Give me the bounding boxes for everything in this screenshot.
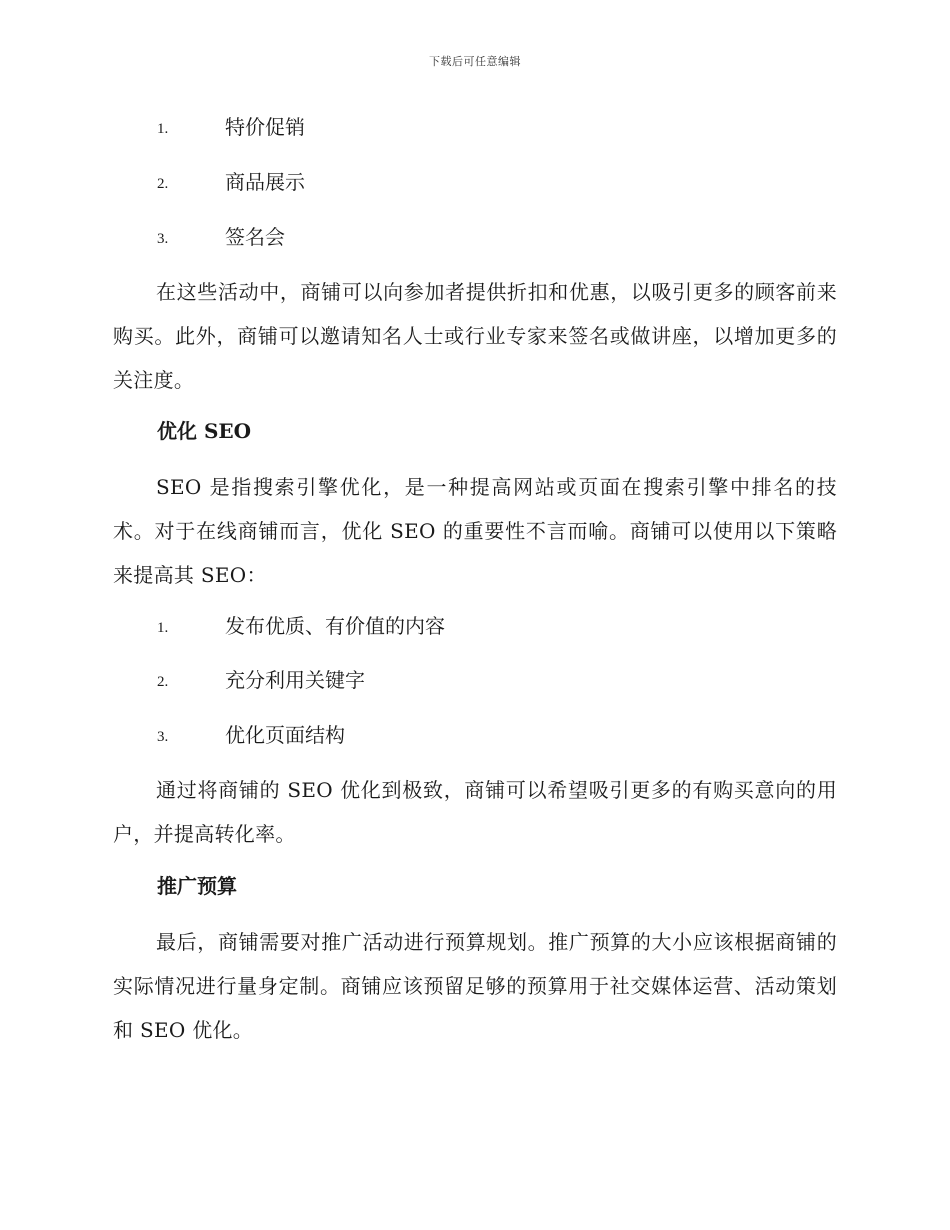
list-number: 3. [157, 231, 169, 247]
list-text: 特价促销 [225, 115, 305, 139]
list-text: 签名会 [225, 225, 285, 249]
paragraph-budget: 最后，商铺需要对推广活动进行预算规划。推广预算的大小应该根据商铺的实际情况进行量身定制。商铺应该预留足够的预算用于社交媒体运营、活动策划和 SEO 优化。 [113, 930, 837, 1042]
list-text: 充分利用关键字 [225, 668, 365, 692]
list-number: 3. [157, 729, 169, 745]
section-heading-budget: 推广预算 [157, 874, 237, 898]
list-number: 2. [157, 674, 169, 690]
paragraph-seo-result: 通过将商铺的 SEO 优化到极致，商铺可以希望吸引更多的有购买意向的用户，并提高转化率。 [113, 778, 837, 846]
list-text: 优化页面结构 [225, 723, 345, 747]
paragraph-activities: 在这些活动中，商铺可以向参加者提供折扣和优惠，以吸引更多的顾客前来购买。此外，商铺可以邀请知名人士或行业专家来签名或做讲座，以增加更多的关注度。 [113, 280, 837, 392]
list-number: 1. [157, 121, 169, 137]
list-number: 2. [157, 176, 169, 192]
list-text: 商品展示 [225, 170, 305, 194]
section-heading-seo: 优化 SEO [157, 419, 252, 443]
list-number: 1. [157, 620, 169, 636]
page-header: 下载后可任意编辑 [429, 55, 521, 68]
paragraph-seo-intro: SEO 是指搜索引擎优化，是一种提高网站或页面在搜索引擎中排名的技术。对于在线商铺而言，优化 SEO 的重要性不言而喻。商铺可以使用以下策略来提高其 SEO： [113, 475, 837, 587]
list-text: 发布优质、有价值的内容 [225, 614, 445, 638]
